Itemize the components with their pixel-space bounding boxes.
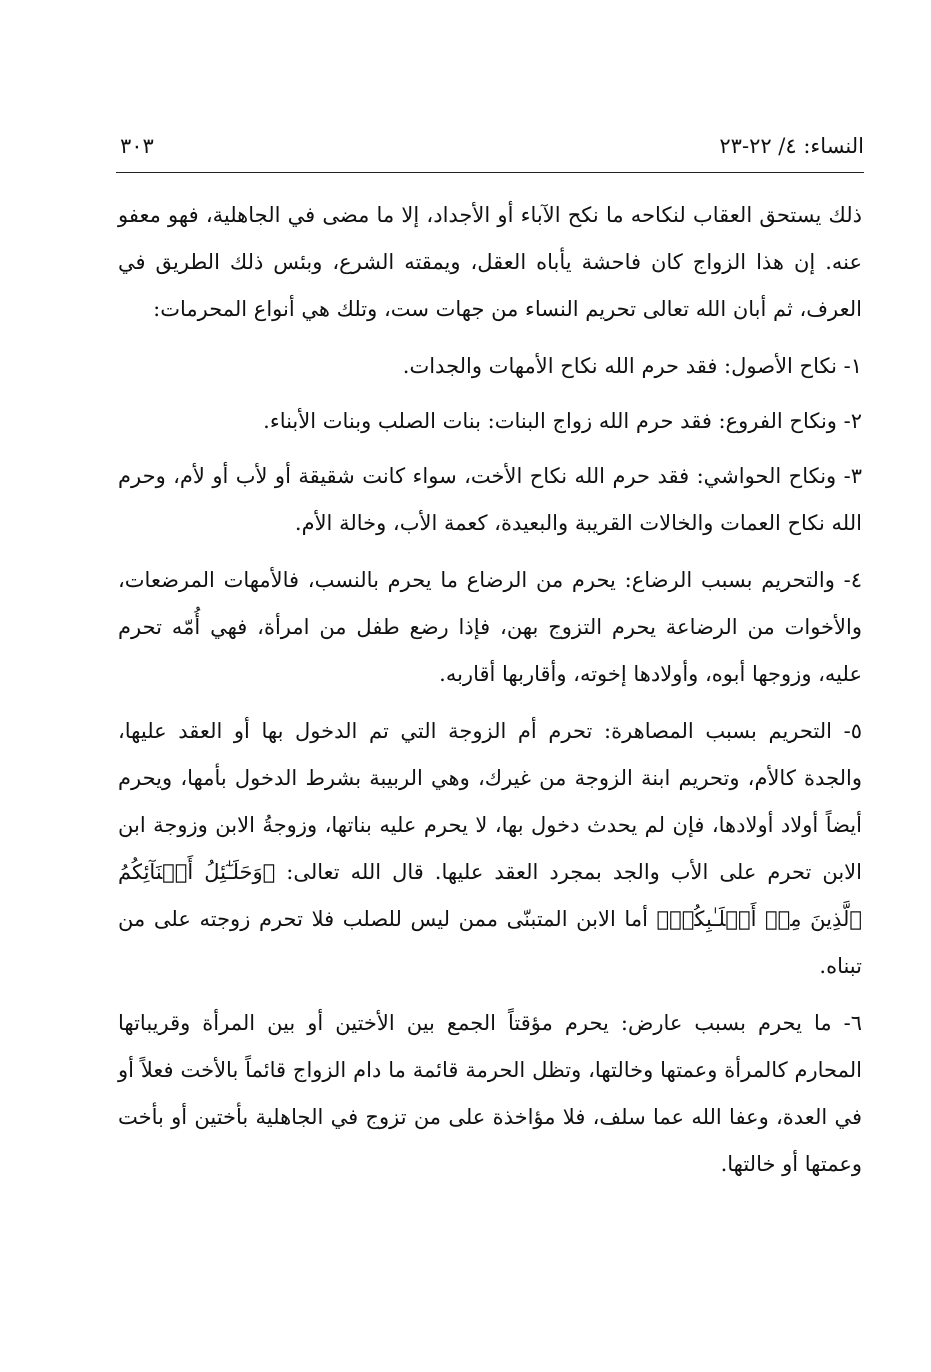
item5-text: ٥- التحريم بسبب المصاهرة: تحرم أم الزوجة التي تم الدخول بها أو العقد عليها، والجدة كالأم، وتحريم ابنة الزوجة من غيرك، وهي الربيبة بشرط الدخول بأمها، ويحرم أيضاً أولاد أولادها، فإن لم يحدث دخول بها، لا يحرم عليه بناتها، وزوجةُ الابن وزوجة ابن الابن تحرم على الأب والجد بمجرد العقد عليها. قال الله تعالى: <box>118 719 862 884</box>
running-title: النساء: ٤/ ٢٢-٢٣ <box>719 134 864 158</box>
page-number: ٣٠٣ <box>120 134 154 158</box>
list-item: ٤- والتحريم بسبب الرضاع: يحرم من الرضاع ما يحرم بالنسب، فالأمهات المرضعات، والأخوات من الرضاعة يحرم التزوج بهن، فإذا رضع طفل من امرأة، فهي أُمّه تحرم عليه، وزوجها أبوه، وأولادها إخوته، وأقاربها أقاربه. <box>118 568 862 686</box>
list-item: ٣- ونكاح الحواشي: فقد حرم الله نكاح الأخت، سواء كانت شقيقة أو لأب أو لأم، وحرم الله نكاح العمات والخالات القريبة والبعيدة، كعمة الأب، وخالة الأم. <box>118 464 862 535</box>
list-item: ٢- ونكاح الفروع: فقد حرم الله زواج البنات: بنات الصلب وبنات الأبناء. <box>263 409 862 433</box>
header-rule <box>116 172 864 173</box>
page-body <box>118 192 862 1188</box>
list-item: ١- نكاح الأصول: فقد حرم الله نكاح الأمهات والجدات. <box>402 354 862 378</box>
list-item-6: ٦- ما يحرم بسبب عارض: يحرم مؤقتاً الجمع بين الأختين أو بين المرأة وقريباتها المحارم كالمرأة وعمتها وخالتها، وتظل الحرمة قائمة ما دام الزواج قائماً بالأخت فعلاً أو في العدة، وعفا الله عما سلف، فلا مؤاخذة على من تزوج في الجاهلية بأختين أو بأخت وعمتها أو خالتها. <box>118 1011 862 1176</box>
item5-tail: أما الابن المتبنّى ممن ليس للصلب فلا تحرم زوجته على من تبناه. <box>118 907 862 978</box>
quran-quote: ﴿وَحَلَـٰٓئِلُ أَبۡنَآئِكُمُ ٱلَّذِينَ مِنۡ أَصۡلَـٰبِكُمۡ﴾ <box>118 860 862 931</box>
intro-paragraph: ذلك يستحق العقاب لنكاحه ما نكح الآباء أو الأجداد، إلا ما مضى في الجاهلية، فهو معفو عنه. إن هذا الزواج كان فاحشة يأباه العقل، ويمقته الشرع، وبئس ذلك الطريق في العرف، ثم أبان الله تعالى تحريم النساء من جهات ست، وتلك هي أنواع المحرمات: <box>118 203 862 321</box>
page-header <box>116 126 864 166</box>
list-item-5 <box>118 708 862 990</box>
